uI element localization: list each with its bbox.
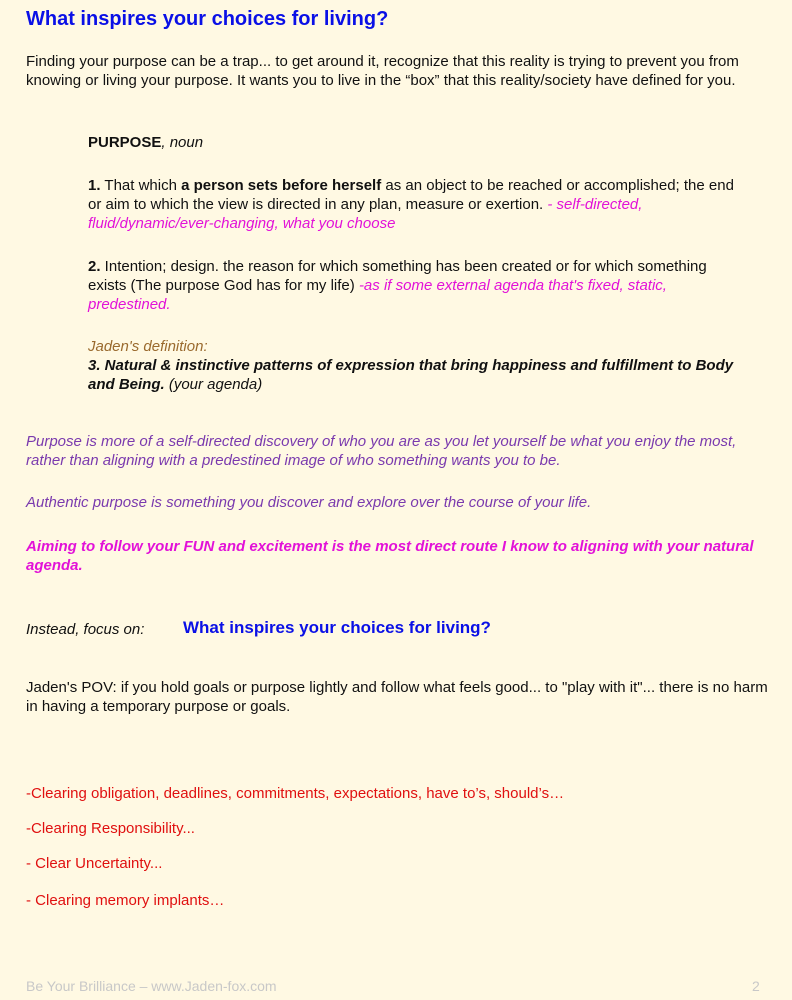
clearing-item: -Clearing obligation, deadlines, commitments, expectations, have to’s, should’s…	[26, 785, 565, 802]
purple-paragraph-1: Purpose is more of a self-directed discovery of who you are as you let yourself be what you enjoy the most, rather than aligning with a predestined image of who something wants you to be.	[26, 433, 737, 469]
definition-1-bold: a person sets before herself	[181, 177, 382, 194]
fun-paragraph: Aiming to follow your FUN and excitement is the most direct route I know to aligning with your natural agenda.	[26, 538, 754, 574]
definition-word: PURPOSE	[88, 134, 162, 151]
page-title: What inspires your choices for living?	[26, 8, 389, 30]
definition-3-bold: 3. Natural & instinctive patterns of expression that bring happiness and fulfillment to Body and Being.	[88, 357, 734, 393]
definition-1-text-b: as an object to be reached or accomplished; the end or aim to which the view is directed in any plan, measure or exertion.	[88, 177, 734, 213]
definition-2	[88, 257, 748, 314]
definition-1-note: - self-directed, fluid/dynamic/ever-changing, what you choose	[88, 196, 643, 232]
definition-2-text: Intention; design. the reason for which something has been created or for which something exists (The purpose God has for my life)	[88, 258, 707, 294]
clearing-item: - Clearing memory implants…	[26, 892, 225, 909]
focus-question: What inspires your choices for living?	[183, 618, 491, 637]
definition-1-text-a: That which	[100, 177, 182, 194]
clearing-item: - Clear Uncertainty...	[26, 855, 163, 872]
clearing-item: -Clearing Responsibility...	[26, 820, 195, 837]
page-number: 2	[752, 978, 760, 994]
pov-paragraph: Jaden's POV: if you hold goals or purpose lightly and follow what feels good... to "play with it"... there is no harm in having a temporary purpose or goals.	[26, 679, 768, 715]
definition-3-tail: (your agenda)	[164, 376, 263, 393]
definition-2-note: -as if some external agenda that's fixed, static, predestined.	[88, 277, 667, 313]
definition-1	[88, 176, 748, 233]
definition-heading	[88, 133, 748, 152]
definition-3	[88, 356, 748, 394]
footer-text: Be Your Brilliance – www.Jaden-fox.com	[26, 978, 277, 994]
definition-2-number: 2.	[88, 258, 101, 275]
jaden-definition-label: Jaden's definition:	[88, 338, 208, 355]
purple-paragraph-2: Authentic purpose is something you discover and explore over the course of your life.	[26, 494, 592, 511]
focus-label: Instead, focus on:	[26, 621, 145, 638]
definition-pos: , noun	[161, 134, 204, 151]
intro-paragraph: Finding your purpose can be a trap... to get around it, recognize that this reality is trying to prevent you from knowing or living your purpose. It wants you to live in the “box” that this reality/society have defined for you.	[26, 53, 739, 89]
definition-1-number: 1.	[88, 177, 101, 194]
